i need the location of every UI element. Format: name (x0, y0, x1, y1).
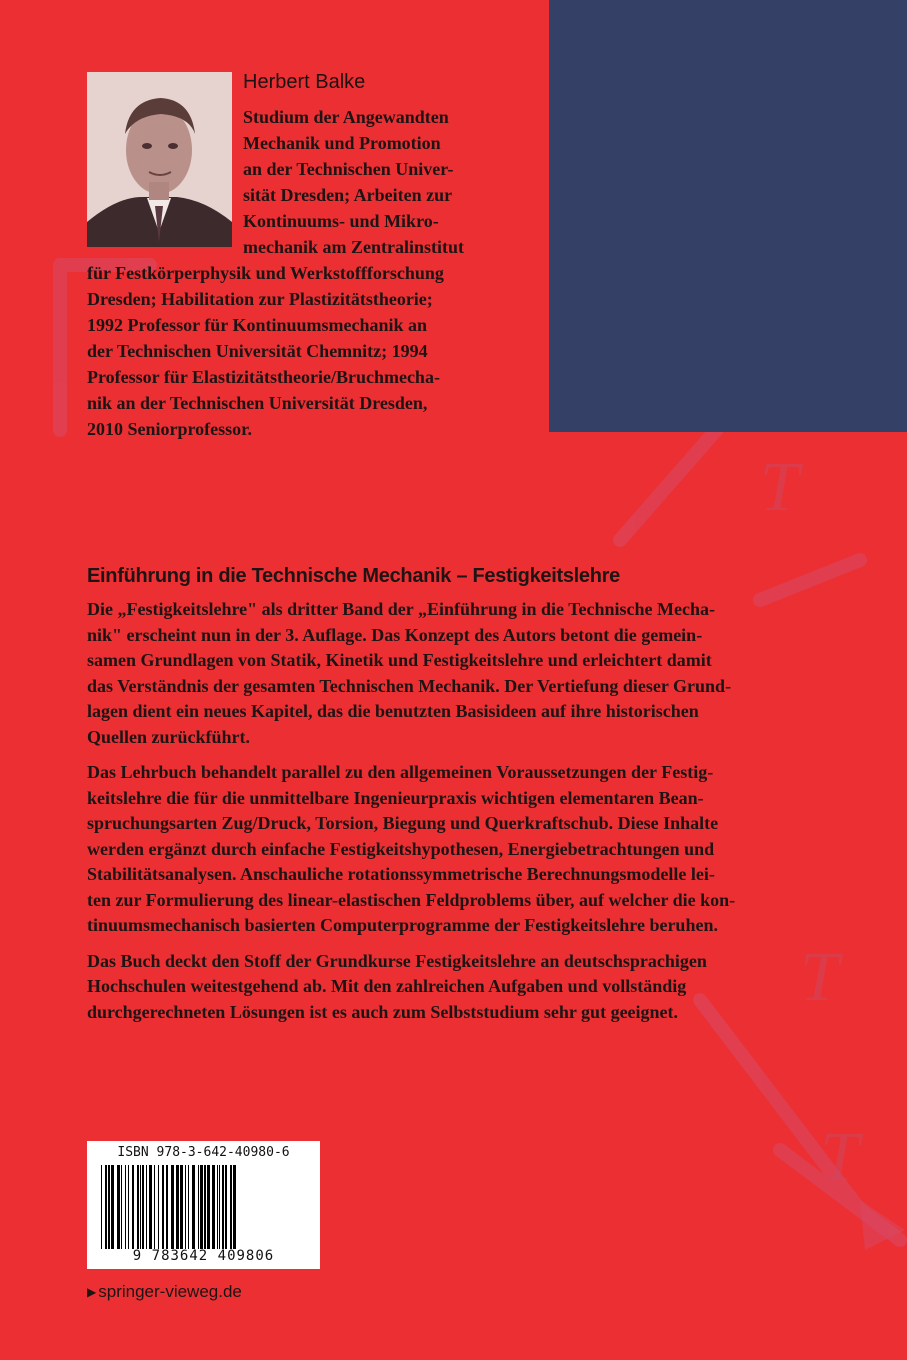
isbn-barcode (87, 1141, 320, 1269)
bio-line: für Festkörperphysik und Werkstoffforschung (87, 263, 444, 283)
barcode-bar (204, 1165, 206, 1249)
barcode-bar (171, 1165, 174, 1249)
description-line: Quellen zurückführt. (87, 726, 251, 747)
barcode-bar (200, 1165, 203, 1249)
svg-text:T: T (800, 939, 839, 1016)
author-biography (87, 104, 543, 442)
bio-line: 2010 Seniorprofessor. (87, 419, 253, 439)
barcode-bar (188, 1165, 189, 1249)
bio-line: Mechanik und Promotion (243, 133, 441, 153)
bio-line: sität Dresden; Arbeiten zur (243, 185, 453, 205)
barcode-bar (158, 1165, 159, 1249)
description-paragraph (87, 597, 827, 750)
barcode-bar (142, 1165, 144, 1249)
barcode-bar (162, 1165, 164, 1249)
barcode-bar (101, 1165, 102, 1249)
barcode-bar (149, 1165, 152, 1249)
isbn-label: ISBN 978-3-642-40980-6 (117, 1145, 290, 1160)
description-line: tinuumsmechanisch basierten Computerprogramme der Festigkeitslehre beruhen. (87, 915, 718, 935)
description-line: Die „Festigkeitslehre" als dritter Band der „Einführung in die Technische Mecha- (87, 599, 716, 619)
barcode-bar (222, 1165, 224, 1249)
barcode-bar (108, 1165, 110, 1249)
description-line: werden ergänzt durch einfache Festigkeitshypothesen, Energiebetrachtungen und (87, 838, 715, 859)
barcode-bar (111, 1165, 114, 1249)
description-line: Das Lehrbuch behandelt parallel zu den allgemeinen Voraussetzungen der Festig- (87, 762, 714, 782)
bio-line: der Technischen Universität Chemnitz; 1994 (87, 341, 428, 361)
triangle-arrow-icon: ▶ (87, 1285, 97, 1299)
description-line: lagen dient ein neues Kapitel, das die benutzten Basisideen auf ihre historischen (87, 701, 699, 721)
barcode-bar (192, 1165, 195, 1249)
bio-line: Dresden; Habilitation zur Plastizitätstheorie; (87, 289, 433, 309)
bio-line: Kontinuums- und Mikro- (243, 211, 439, 231)
description-paragraph (87, 949, 827, 1026)
publisher-link[interactable] (87, 1282, 242, 1302)
barcode-bar (132, 1165, 134, 1249)
description-paragraph (87, 760, 827, 939)
barcode-bar (105, 1165, 107, 1249)
description-line: nik" erscheint nun in der 3. Auflage. Das Konzept des Autors betont die gemein- (87, 624, 703, 645)
bio-line: mechanik am Zentralinstitut (243, 237, 465, 257)
barcode-bar (207, 1165, 210, 1249)
barcode-bar (230, 1165, 232, 1249)
bio-line: 1992 Professor für Kontinuumsmechanik an (87, 315, 428, 335)
barcode-bar (176, 1165, 179, 1249)
author-name: Herbert Balke (243, 71, 366, 93)
barcode-bar (166, 1165, 168, 1249)
description-line: Stabilitätsanalysen. Anschauliche rotationssymmetrische Berechnungsmodelle lei- (87, 864, 715, 884)
description-line: Hochschulen weitestgehend ab. Mit den zahlreichen Aufgaben und vollständig (87, 976, 687, 996)
svg-text:T: T (760, 449, 799, 526)
barcode-digits: 9 783642 409806 (132, 1248, 275, 1264)
barcode-bar (137, 1165, 139, 1249)
description-line: keitslehre die für die unmittelbare Ingenieurpraxis wichtigen elementaren Bean- (87, 787, 704, 808)
barcode-bar (198, 1165, 199, 1249)
bio-line: Studium der Angewandten (243, 107, 449, 127)
book-description (87, 597, 827, 1035)
svg-text:T: T (820, 1119, 859, 1196)
description-line: ten zur Formulierung des linear-elastischen Feldproblems über, auf welcher die kon- (87, 889, 736, 910)
bio-line: an der Technischen Univer- (243, 159, 454, 179)
barcode-bar (146, 1165, 147, 1249)
description-line: samen Grundlagen von Statik, Kinetik und Festigkeitslehre und erleichtert damit (87, 650, 712, 670)
barcode-bars (101, 1165, 305, 1249)
barcode-bar (233, 1165, 236, 1249)
barcode-bar (217, 1165, 218, 1249)
barcode-bar (212, 1165, 215, 1249)
barcode-bar (225, 1165, 227, 1249)
barcode-bar (121, 1165, 122, 1249)
barcode-bar (180, 1165, 183, 1249)
blue-color-block (549, 0, 907, 432)
bio-line: nik an der Technischen Universität Dresden, (87, 393, 428, 413)
bio-line: Professor für Elastizitätstheorie/Bruchmecha- (87, 367, 440, 387)
description-line: durchgerechneten Lösungen ist es auch zum Selbststudium sehr gut geeignet. (87, 1001, 679, 1022)
description-line: spruchungsarten Zug/Druck, Torsion, Biegung und Querkraftschub. Diese Inhalte (87, 813, 719, 833)
barcode-bar (154, 1165, 155, 1249)
description-line: das Verständnis der gesamten Technischen Mechanik. Der Vertiefung dieser Grund- (87, 675, 732, 696)
author-portrait (87, 72, 232, 247)
book-title: Einführung in die Technische Mechanik – Festigkeitslehre (87, 565, 620, 587)
barcode-bar (128, 1165, 129, 1249)
barcode-bar (140, 1165, 141, 1249)
barcode-bar (125, 1165, 126, 1249)
barcode-bar (117, 1165, 120, 1249)
barcode-bar (219, 1165, 220, 1249)
publisher-url: springer-vieweg.de (98, 1282, 242, 1301)
description-line: Das Buch deckt den Stoff der Grundkurse Festigkeitslehre an deutschsprachigen (87, 950, 707, 971)
barcode-bar (185, 1165, 186, 1249)
